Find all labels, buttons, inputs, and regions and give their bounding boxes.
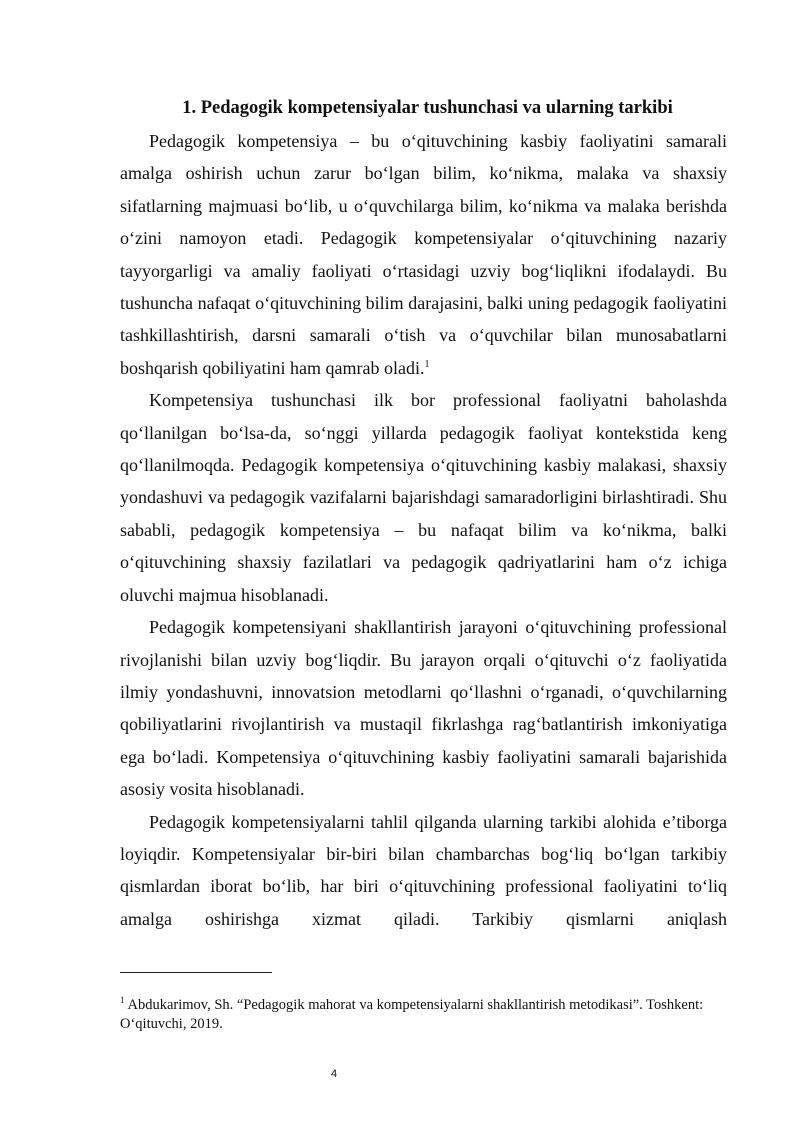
- page-number: 4: [330, 1068, 338, 1080]
- footnote-separator: [120, 972, 272, 973]
- paragraph-1: [120, 125, 727, 384]
- paragraph-4: Pedagogik kompetensiyalarni tahlil qilganda ularning tarkibi alohida e’tiborga loyiqdir. Kompetensiyalar bir-biri bilan chambarchas bog‘liq bo‘lgan tarkibiy qismlardan iborat bo‘lib, har biri o‘qituvchining professional faoliyatini to‘liq amalga oshirishga xizmat qiladi. Tarkibiy qismlarni aniqlash: [120, 811, 727, 929]
- section-heading: 1. Pedagogik kompetensiyalar tushunchasi va ularning tarkibi: [182, 98, 673, 118]
- paragraph-1-text: Pedagogik kompetensiya – bu o‘qituvchining kasbiy faoliyatini samarali amalga oshirish uchun zarur bo‘lgan bilim, ko‘nikma, malaka va shaxsiy sifatlarning majmuasi bo‘lib, u o‘quvchilarga bilim, ko‘nikma va malaka berishda o‘zini namoyon etadi. Pedagogik kompetensiyalar o‘qituvchining nazariy tayyorgarligi va amaliy faoliyati o‘rtasidagi uzviy bog‘liqlikni ifodalaydi. Bu tushuncha nafaqat o‘qituvchining bilim darajasini, balki uning pedagogik faoliyatini tashkillashtirish, darsni samarali o‘tish va o‘quvchilar bilan munosabatlarni boshqarish qobiliyatini ham qamrab oladi.: [120, 131, 727, 378]
- footnote-reference[interactable]: 1: [424, 358, 430, 370]
- footnote: [120, 996, 727, 1034]
- paragraph-3: Pedagogik kompetensiyani shakllantirish jarayoni o‘qituvchining professional rivojlanishi bilan uzviy bog‘liqdir. Bu jarayon orqali o‘qituvchi o‘z faoliyatida ilmiy yondashuvni, innovatsion metodlarni qo‘llashni o‘rganadi, o‘quvchilarning qobiliyatlarini rivojlantirish va mustaqil fikrlashga rag‘batlantirish imkoniyatiga ega bo‘ladi. Kompetensiya o‘qituvchining kasbiy faoliyatini samarali bajarishida asosiy vosita hisoblanadi.: [120, 617, 727, 800]
- body-text: [120, 125, 727, 935]
- paragraph-2: Kompetensiya tushunchasi ilk bor professional faoliyatni baholashda qo‘llanilgan bo‘lsa-da, so‘nggi yillarda pedagogik faoliyat kontekstida keng qo‘llanilmoqda. Pedagogik kompetensiya o‘qituvchining kasbiy malakasi, shaxsiy yondashuvi va pedagogik vazifalarni bajarishdagi samaradorligini birlashtiradi. Shu sababli, pedagogik kompetensiya – bu nafaqat bilim va ko‘nikma, balki o‘qituvchining shaxsiy fazilatlari va pedagogik qadriyatlarini ham o‘z ichiga oluvchi majmua hisoblanadi.: [120, 390, 727, 605]
- footnote-text: Abdukarimov, Sh. “Pedagogik mahorat va kompetensiyalarni shakllantirish metodikasi”. Toshkent: O‘qituvchi, 2019.: [120, 997, 704, 1032]
- footnote-number: 1: [120, 995, 125, 1006]
